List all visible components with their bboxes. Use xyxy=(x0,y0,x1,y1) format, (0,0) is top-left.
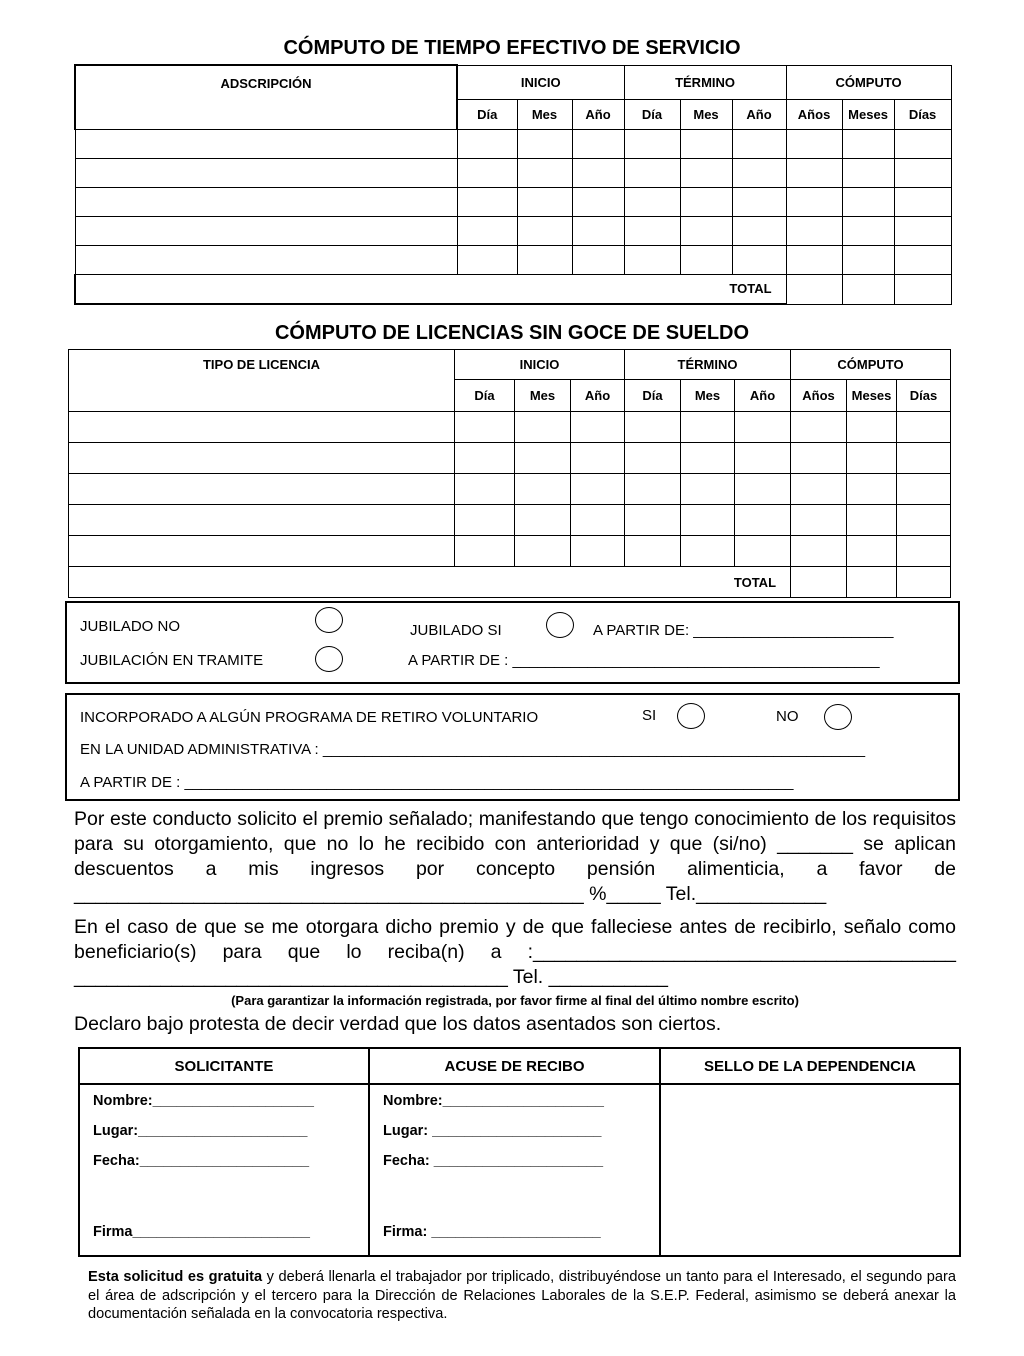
footer-note xyxy=(88,1268,956,1324)
sello-area[interactable] xyxy=(660,1084,960,1256)
acuse-header: ACUSE DE RECIBO xyxy=(369,1048,660,1084)
retiro-si-radio[interactable] xyxy=(677,703,705,729)
lugar-field[interactable]: Lugar: _____________________ xyxy=(383,1123,602,1139)
sub-meses: Meses xyxy=(847,380,897,412)
total-cell[interactable] xyxy=(786,274,842,304)
table-row[interactable] xyxy=(69,474,951,505)
sub-ano: Año xyxy=(735,380,791,412)
table-row[interactable] xyxy=(75,245,951,274)
total-label: TOTAL xyxy=(75,274,786,304)
sub-dias: Días xyxy=(897,380,951,412)
footer-bold: Esta solicitud es gratuita xyxy=(88,1269,263,1285)
signature-note: (Para garantizar la información registrada, por favor firme al final del último nombre escrito) xyxy=(231,993,799,1008)
service-time-table xyxy=(74,64,952,305)
col-inicio: INICIO xyxy=(457,65,624,99)
fecha-field[interactable]: Fecha:_____________________ xyxy=(93,1153,310,1169)
lugar-field[interactable]: Lugar:_____________________ xyxy=(93,1123,308,1139)
col-computo: CÓMPUTO xyxy=(791,350,951,380)
sub-dias: Días xyxy=(894,99,951,129)
sub-dia: Día xyxy=(624,99,680,129)
jubilacion-tramite-label: JUBILACIÓN EN TRAMITE xyxy=(80,652,264,669)
acuse-block xyxy=(369,1084,660,1256)
sub-mes: Mes xyxy=(515,380,571,412)
nombre-field[interactable]: Nombre:____________________ xyxy=(383,1093,604,1109)
retiro-si-label: SI xyxy=(642,707,657,724)
jubilado-si-label: JUBILADO SI xyxy=(410,622,502,639)
sub-anos: Años xyxy=(791,380,847,412)
nombre-field[interactable]: Nombre:____________________ xyxy=(93,1093,314,1109)
table-row[interactable] xyxy=(69,443,951,474)
col-computo: CÓMPUTO xyxy=(786,65,951,99)
footer-rest: y deberá llenarla el trabajador por triplicado, distribuyéndose un tanto para el Interesado, el segundo para el área de adscripción y el tercero para la Dirección de Relaciones Laborales de la S.E.P. Federal, asimismo se deberá anexar la documentación señalada en la convocatoria respectiva. xyxy=(88,1269,956,1322)
retirement-status-box xyxy=(65,601,960,684)
sub-dia: Día xyxy=(625,380,681,412)
leave-table xyxy=(68,349,951,598)
table-row[interactable] xyxy=(69,536,951,567)
sub-ano: Año xyxy=(572,99,624,129)
jubilado-no-radio[interactable] xyxy=(315,607,343,633)
table-row[interactable] xyxy=(69,505,951,536)
table-row[interactable] xyxy=(75,216,951,245)
sello-header: SELLO DE LA DEPENDENCIA xyxy=(660,1048,960,1084)
col-termino: TÉRMINO xyxy=(624,65,786,99)
unidad-administrativa-field[interactable]: EN LA UNIDAD ADMINISTRATIVA : _________________________________________________________________ xyxy=(80,741,866,758)
retiro-voluntario-label: INCORPORADO A ALGÚN PROGRAMA DE RETIRO VOLUNTARIO xyxy=(80,709,539,726)
table-row[interactable] xyxy=(75,129,951,158)
total-cell[interactable] xyxy=(897,567,951,598)
retiro-a-partir-field[interactable]: A PARTIR DE : _________________________________________________________________________ xyxy=(80,774,794,791)
jubilacion-tramite-radio[interactable] xyxy=(315,646,343,672)
a-partir-de-tramite-field[interactable]: A PARTIR DE : ____________________________________________ xyxy=(408,652,880,669)
firma-field[interactable]: Firma: _____________________ xyxy=(383,1224,601,1240)
declaration-text: Declaro bajo protesta de decir verdad que los datos asentados son ciertos. xyxy=(74,1013,722,1035)
sub-mes: Mes xyxy=(681,380,735,412)
sub-dia: Día xyxy=(457,99,517,129)
jubilado-no-label: JUBILADO NO xyxy=(80,618,181,635)
a-partir-de-field[interactable]: A PARTIR DE: ________________________ xyxy=(593,622,894,639)
section2-title: CÓMPUTO DE LICENCIAS SIN GOCE DE SUELDO xyxy=(274,322,750,344)
table-row[interactable] xyxy=(69,412,951,443)
col-tipo-licencia: TIPO DE LICENCIA xyxy=(69,350,455,412)
section1-title: CÓMPUTO DE TIEMPO EFECTIVO DE SERVICIO xyxy=(283,37,741,59)
sub-dia: Día xyxy=(455,380,515,412)
jubilado-si-radio[interactable] xyxy=(546,612,574,638)
total-cell[interactable] xyxy=(842,274,894,304)
solicitante-block xyxy=(79,1084,369,1256)
sub-ano: Año xyxy=(732,99,786,129)
sub-mes: Mes xyxy=(680,99,732,129)
col-termino: TÉRMINO xyxy=(625,350,791,380)
fecha-field[interactable]: Fecha: _____________________ xyxy=(383,1153,604,1169)
table-row[interactable] xyxy=(75,187,951,216)
sub-meses: Meses xyxy=(842,99,894,129)
request-paragraph: Por este conducto solicito el premio señalado; manifestando que tengo conocimiento de los requisitos para su otorgamiento, que no lo he recibido con anterioridad y que (si/no) _______ se aplican descuentos a mis ingresos por concepto pensión alimenticia, a favor de _______________________________________________ %_____ Tel.____________ xyxy=(74,808,956,905)
total-cell[interactable] xyxy=(894,274,951,304)
solicitante-header: SOLICITANTE xyxy=(79,1048,369,1084)
sub-ano: Año xyxy=(571,380,625,412)
firma-field[interactable]: Firma______________________ xyxy=(93,1224,310,1240)
total-cell[interactable] xyxy=(791,567,847,598)
col-inicio: INICIO xyxy=(455,350,625,380)
sub-anos: Años xyxy=(786,99,842,129)
beneficiary-paragraph: En el caso de que se me otorgara dicho premio y de que falleciese antes de recibirlo, señalo como beneficiario(s) para que lo reciba(n) a :_______________________________________ ________________________________________ Tel. ___________ xyxy=(74,916,956,988)
col-adscripcion: ADSCRIPCIÓN xyxy=(75,65,457,129)
sub-mes: Mes xyxy=(517,99,572,129)
total-cell[interactable] xyxy=(847,567,897,598)
signature-table xyxy=(78,1047,961,1257)
retiro-no-radio[interactable] xyxy=(824,704,852,730)
table-row[interactable] xyxy=(75,158,951,187)
retiro-no-label: NO xyxy=(776,708,799,725)
total-label: TOTAL xyxy=(69,567,791,598)
